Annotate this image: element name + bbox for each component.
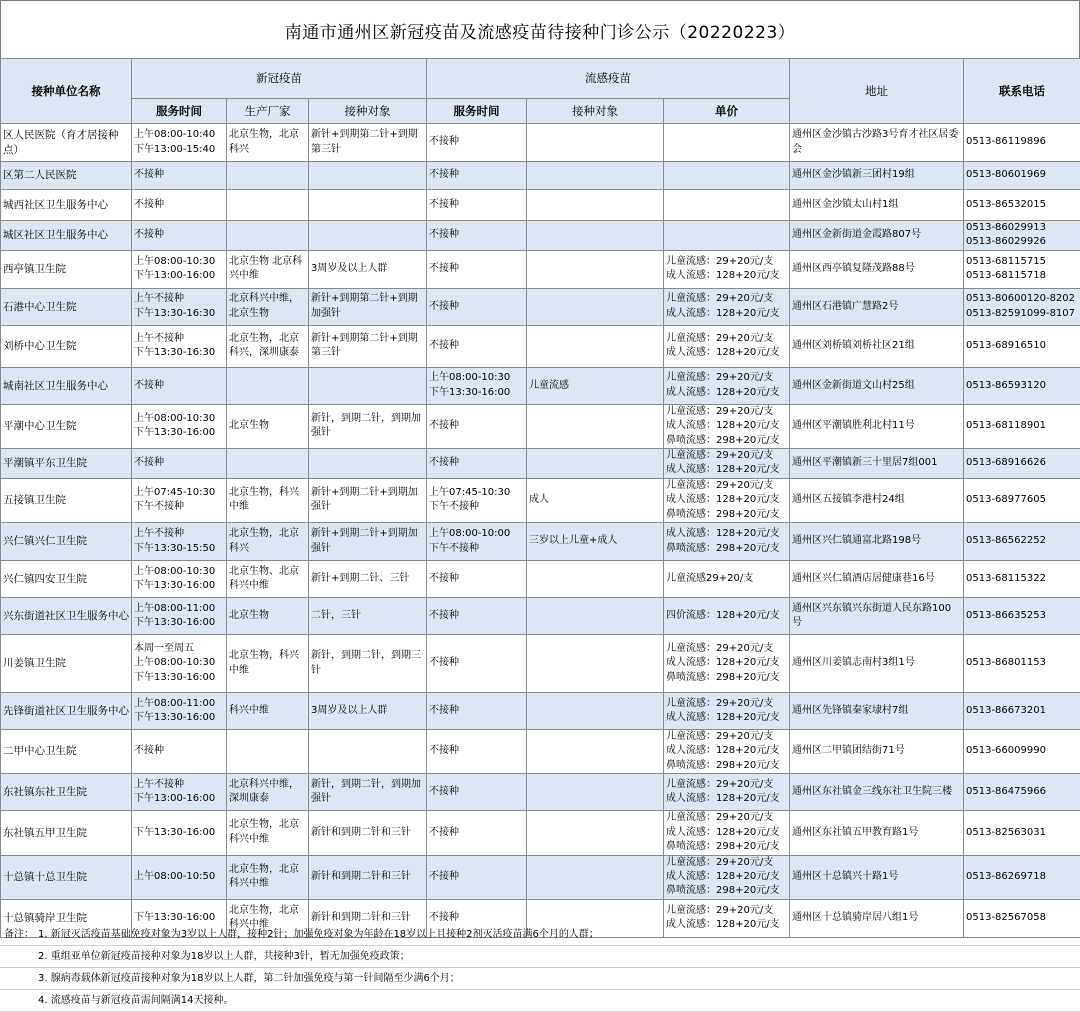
col-group-flu: 流感疫苗: [427, 59, 790, 99]
table-row: [1, 367, 1080, 404]
cell-flu-target: 成人: [527, 478, 664, 522]
cell-address: 通州区兴东镇兴东街道人民东路100号: [790, 598, 964, 635]
cell-covid-target: 新针，到期二针，到期加强针: [309, 404, 427, 448]
cell-phone: 0513-86475966: [964, 774, 1080, 811]
cell-phone: 0513-86562252: [964, 523, 1080, 561]
col-covid-maker: 生产厂家: [227, 99, 309, 124]
table-row: [1, 124, 1080, 162]
cell-unit-name: 西亭镇卫生院: [1, 250, 132, 288]
cell-covid-maker: [227, 449, 309, 479]
cell-covid-target: 3周岁及以上人群: [309, 250, 427, 288]
cell-covid-target: [309, 190, 427, 221]
col-flu-target: 接种对象: [527, 99, 664, 124]
cell-covid-maker: 科兴中维: [227, 693, 309, 730]
cell-phone: 0513-86801153: [964, 635, 1080, 693]
cell-unit-name: 兴仁镇四安卫生院: [1, 561, 132, 598]
cell-flu-time: 不接种: [427, 288, 527, 325]
cell-covid-maker: [227, 190, 309, 221]
col-flu-time: 服务时间: [427, 99, 527, 124]
note-line: [0, 924, 1080, 946]
cell-covid-maker: 北京生物，科兴中维: [227, 635, 309, 693]
cell-address: 通州区东社镇五甲教育路1号: [790, 811, 964, 855]
cell-covid-maker: 北京生物: [227, 598, 309, 635]
cell-flu-time: 上午08:00-10:30 下午13:30-16:00: [427, 367, 527, 404]
cell-phone: 0513-86673201: [964, 693, 1080, 730]
cell-covid-time: 不接种: [132, 367, 227, 404]
table-row: [1, 162, 1080, 190]
table-row: [1, 325, 1080, 367]
cell-address: 通州区平潮镇新三十里居7组001: [790, 449, 964, 479]
cell-unit-name: 区第二人民医院: [1, 162, 132, 190]
cell-flu-target: 儿童流感: [527, 367, 664, 404]
cell-phone: 0513-68916510: [964, 325, 1080, 367]
table-row: [1, 811, 1080, 855]
cell-flu-time: 不接种: [427, 774, 527, 811]
cell-flu-target: [527, 598, 664, 635]
cell-flu-price: 儿童流感：29+20元/支 成人流感：128+20元/支 鼻喷流感：298+20元/支: [664, 730, 790, 774]
clinic-table: [0, 58, 1080, 938]
cell-address: 通州区金新街道文山村25组: [790, 367, 964, 404]
notice-title: 南通市通州区新冠疫苗及流感疫苗待接种门诊公示（20220223）: [0, 0, 1080, 59]
cell-covid-time: 上午不接种 下午13:30-16:30: [132, 288, 227, 325]
cell-flu-target: [527, 325, 664, 367]
cell-flu-price: 儿童流感29+20/支: [664, 561, 790, 598]
cell-covid-time: 不接种: [132, 449, 227, 479]
cell-covid-time: 上午07:45-10:30 下午不接种: [132, 478, 227, 522]
cell-flu-time: 不接种: [427, 899, 527, 937]
col-unit-name: 接种单位名称: [1, 59, 132, 124]
cell-flu-price: 儿童流感：29+20元/支 成人流感：128+20元/支 鼻喷流感：298+20元/支: [664, 478, 790, 522]
cell-covid-maker: 北京生物: [227, 404, 309, 448]
note-line: [0, 990, 1080, 1012]
notes-prefix: 备注：: [4, 924, 38, 945]
cell-covid-maker: 北京生物，北京科兴: [227, 124, 309, 162]
cell-flu-target: [527, 449, 664, 479]
cell-flu-price: [664, 190, 790, 221]
col-covid-target: 接种对象: [309, 99, 427, 124]
cell-unit-name: 十总镇十总卫生院: [1, 855, 132, 899]
cell-flu-target: [527, 635, 664, 693]
cell-flu-time: 不接种: [427, 598, 527, 635]
note-text: 1. 新冠灭活疫苗基础免疫对象为3岁以上人群，接种2针；加强免疫对象为年龄在18岁以上且接种2剂灭活疫苗满6个月的人群；: [38, 929, 599, 940]
cell-unit-name: 城南社区卫生服务中心: [1, 367, 132, 404]
cell-covid-target: [309, 367, 427, 404]
cell-unit-name: 石港中心卫生院: [1, 288, 132, 325]
table-row: [1, 250, 1080, 288]
col-address: 地址: [790, 59, 964, 124]
cell-flu-target: [527, 190, 664, 221]
cell-covid-maker: 北京生物，北京科兴中维: [227, 899, 309, 937]
cell-address: 通州区兴仁镇酒店居健康巷16号: [790, 561, 964, 598]
cell-address: 通州区二甲镇团结街71号: [790, 730, 964, 774]
cell-flu-target: [527, 730, 664, 774]
cell-address: 通州区川姜镇志南村3组1号: [790, 635, 964, 693]
table-row: [1, 288, 1080, 325]
cell-unit-name: 兴东街道社区卫生服务中心: [1, 598, 132, 635]
cell-flu-target: [527, 561, 664, 598]
cell-phone: 0513-68977605: [964, 478, 1080, 522]
cell-unit-name: 兴仁镇兴仁卫生院: [1, 523, 132, 561]
note-line: [0, 968, 1080, 990]
cell-flu-price: 儿童流感：29+20元/支 成人流感：128+20元/支: [664, 325, 790, 367]
cell-flu-target: 三岁以上儿童+成人: [527, 523, 664, 561]
cell-phone: 0513-86029913 0513-86029926: [964, 221, 1080, 251]
cell-phone: 0513-82563031: [964, 811, 1080, 855]
cell-covid-target: 新针，到期二针，到期三针: [309, 635, 427, 693]
cell-unit-name: 川姜镇卫生院: [1, 635, 132, 693]
cell-covid-maker: 北京生物、北京科兴中维: [227, 561, 309, 598]
table-row: [1, 478, 1080, 522]
cell-unit-name: 平潮中心卫生院: [1, 404, 132, 448]
cell-flu-time: 不接种: [427, 404, 527, 448]
cell-flu-price: 成人流感：128+20元/支 鼻喷流感：298+20元/支: [664, 523, 790, 561]
cell-covid-time: 上午不接种 下午13:30-16:30: [132, 325, 227, 367]
cell-unit-name: 五接镇卫生院: [1, 478, 132, 522]
cell-covid-target: 新针+到期第二针+到期第三针: [309, 124, 427, 162]
cell-covid-target: 新针和到期二针和三针: [309, 899, 427, 937]
cell-flu-time: 不接种: [427, 855, 527, 899]
cell-covid-target: 新针+到期二针、三针: [309, 561, 427, 598]
cell-covid-target: 新针+到期二针+到期加强针: [309, 478, 427, 522]
table-row: [1, 635, 1080, 693]
cell-address: 通州区兴仁镇通富北路198号: [790, 523, 964, 561]
cell-flu-time: 不接种: [427, 162, 527, 190]
cell-flu-time: 不接种: [427, 635, 527, 693]
cell-covid-maker: 北京生物，北京科兴: [227, 523, 309, 561]
cell-flu-time: 不接种: [427, 325, 527, 367]
cell-flu-price: [664, 221, 790, 251]
cell-covid-time: 上午08:00-10:50: [132, 855, 227, 899]
cell-covid-time: 不接种: [132, 190, 227, 221]
cell-flu-target: [527, 221, 664, 251]
cell-flu-price: 儿童流感：29+20元/支 成人流感：128+20元/支: [664, 288, 790, 325]
cell-covid-time: 上午08:00-10:30 下午13:00-16:00: [132, 250, 227, 288]
cell-flu-price: [664, 124, 790, 162]
col-flu-price: 单价: [664, 99, 790, 124]
cell-unit-name: 平潮镇平东卫生院: [1, 449, 132, 479]
cell-address: 通州区金沙镇新三团村19组: [790, 162, 964, 190]
cell-phone: 0513-86269718: [964, 855, 1080, 899]
table-row: [1, 221, 1080, 251]
cell-flu-time: 不接种: [427, 811, 527, 855]
col-phone: 联系电话: [964, 59, 1080, 124]
cell-covid-time: 上午08:00-11:00 下午13:30-16:00: [132, 693, 227, 730]
cell-phone: 0513-86119896: [964, 124, 1080, 162]
cell-phone: 0513-80600120-8202 0513-82591099-8107: [964, 288, 1080, 325]
cell-address: 通州区五接镇李港村24组: [790, 478, 964, 522]
cell-unit-name: 城区社区卫生服务中心: [1, 221, 132, 251]
cell-covid-time: 不接种: [132, 221, 227, 251]
cell-phone: 0513-86635253: [964, 598, 1080, 635]
cell-unit-name: 十总镇骑岸卫生院: [1, 899, 132, 937]
cell-flu-price: 儿童流感：29+20元/支 成人流感：128+20元/支 鼻喷流感：298+20元/支: [664, 811, 790, 855]
cell-covid-maker: [227, 367, 309, 404]
cell-flu-target: [527, 162, 664, 190]
cell-covid-target: 3周岁及以上人群: [309, 693, 427, 730]
cell-covid-maker: 北京生物 北京科兴中维: [227, 250, 309, 288]
cell-flu-target: [527, 288, 664, 325]
cell-phone: 0513-68115715 0513-68115718: [964, 250, 1080, 288]
cell-covid-target: [309, 162, 427, 190]
cell-covid-target: 新针+到期第二针+到期加强针: [309, 288, 427, 325]
cell-phone: 0513-68916626: [964, 449, 1080, 479]
cell-covid-target: [309, 221, 427, 251]
table-row: [1, 598, 1080, 635]
cell-address: 通州区刘桥镇刘桥社区21组: [790, 325, 964, 367]
cell-covid-maker: [227, 730, 309, 774]
cell-flu-price: 儿童流感：29+20元/支 成人流感：128+20元/支: [664, 899, 790, 937]
cell-flu-price: 儿童流感：29+20元/支 成人流感：128+20元/支: [664, 367, 790, 404]
cell-flu-price: [664, 162, 790, 190]
note-text: 4. 流感疫苗与新冠疫苗需间隔满14天接种。: [38, 995, 233, 1006]
col-group-covid: 新冠疫苗: [132, 59, 427, 99]
cell-covid-target: 新针+到期第二针+到期第三针: [309, 325, 427, 367]
cell-unit-name: 区人民医院（育才居接种点）: [1, 124, 132, 162]
table-row: [1, 561, 1080, 598]
cell-flu-target: [527, 693, 664, 730]
cell-flu-time: 不接种: [427, 221, 527, 251]
cell-covid-time: 下午13:30-16:00: [132, 811, 227, 855]
cell-flu-time: 不接种: [427, 561, 527, 598]
cell-covid-time: 不接种: [132, 730, 227, 774]
cell-address: 通州区金沙镇古沙路3号育才社区居委会: [790, 124, 964, 162]
cell-covid-time: 上午不接种 下午13:00-16:00: [132, 774, 227, 811]
note-text: 2. 重组亚单位新冠疫苗接种对象为18岁以上人群，共接种3针，暂无加强免疫政策；: [38, 951, 410, 962]
cell-flu-target: [527, 124, 664, 162]
cell-covid-maker: 北京科兴中维，深圳康泰: [227, 774, 309, 811]
cell-covid-maker: [227, 162, 309, 190]
cell-unit-name: 东社镇五甲卫生院: [1, 811, 132, 855]
notes: [0, 924, 1080, 1010]
cell-covid-maker: 北京生物，北京科兴中维: [227, 811, 309, 855]
cell-flu-target: [527, 855, 664, 899]
cell-covid-target: [309, 449, 427, 479]
cell-covid-target: 二针，三针: [309, 598, 427, 635]
cell-flu-price: 四价流感：128+20元/支: [664, 598, 790, 635]
table-row: [1, 449, 1080, 479]
table-row: [1, 190, 1080, 221]
cell-covid-time: 上午08:00-11:00 下午13:30-16:00: [132, 598, 227, 635]
cell-address: 通州区平潮镇胜利北村11号: [790, 404, 964, 448]
cell-flu-price: 儿童流感：29+20元/支 成人流感：128+20元/支: [664, 693, 790, 730]
table-row: [1, 730, 1080, 774]
cell-covid-target: 新针+到期二针+到期加强针: [309, 523, 427, 561]
cell-address: 通州区石港镇广慧路2号: [790, 288, 964, 325]
note-line: [0, 946, 1080, 968]
cell-flu-price: 儿童流感：29+20元/支 成人流感：128+20元/支: [664, 250, 790, 288]
cell-unit-name: 二甲中心卫生院: [1, 730, 132, 774]
note-text: 3. 腺病毒载体新冠疫苗接种对象为18岁以上人群，第二针加强免疫与第一针间隔至少满6个月；: [38, 973, 460, 984]
table-row: [1, 774, 1080, 811]
col-covid-time: 服务时间: [132, 99, 227, 124]
cell-covid-maker: 北京生物，北京科兴，深圳康泰: [227, 325, 309, 367]
cell-covid-target: [309, 730, 427, 774]
cell-phone: 0513-66009990: [964, 730, 1080, 774]
cell-flu-time: 不接种: [427, 449, 527, 479]
cell-covid-maker: [227, 221, 309, 251]
cell-flu-target: [527, 811, 664, 855]
cell-covid-target: 新针和到期二针和三针: [309, 855, 427, 899]
cell-phone: 0513-86532015: [964, 190, 1080, 221]
cell-flu-time: 上午07:45-10:30 下午不接种: [427, 478, 527, 522]
table-row: [1, 693, 1080, 730]
cell-flu-time: 不接种: [427, 693, 527, 730]
cell-flu-target: [527, 404, 664, 448]
cell-flu-time: 不接种: [427, 190, 527, 221]
table-row: [1, 523, 1080, 561]
cell-flu-time: 不接种: [427, 730, 527, 774]
cell-covid-time: 上午08:00-10:40 下午13:00-15:40: [132, 124, 227, 162]
cell-covid-target: 新针，到期二针，到期加强针: [309, 774, 427, 811]
cell-covid-time: 不接种: [132, 162, 227, 190]
cell-unit-name: 城西社区卫生服务中心: [1, 190, 132, 221]
cell-covid-maker: 北京生物，科兴中维: [227, 478, 309, 522]
cell-phone: 0513-86593120: [964, 367, 1080, 404]
cell-unit-name: 先锋街道社区卫生服务中心: [1, 693, 132, 730]
cell-address: 通州区先锋镇秦家埭村7组: [790, 693, 964, 730]
cell-unit-name: 东社镇东社卫生院: [1, 774, 132, 811]
cell-covid-time: 本周一至周五 上午08:00-10:30 下午13:30-16:00: [132, 635, 227, 693]
cell-covid-maker: 北京科兴中维，北京生物: [227, 288, 309, 325]
cell-phone: 0513-68115322: [964, 561, 1080, 598]
cell-flu-price: 儿童流感：29+20元/支 成人流感：128+20元/支 鼻喷流感：298+20元/支: [664, 855, 790, 899]
cell-flu-time: 不接种: [427, 250, 527, 288]
cell-address: 通州区金沙镇太山村1组: [790, 190, 964, 221]
cell-flu-time: 上午08:00-10:00 下午不接种: [427, 523, 527, 561]
cell-covid-time: 下午13:30-16:00: [132, 899, 227, 937]
cell-covid-maker: 北京生物，北京科兴中维: [227, 855, 309, 899]
cell-flu-target: [527, 774, 664, 811]
cell-unit-name: 刘桥中心卫生院: [1, 325, 132, 367]
table-row: [1, 855, 1080, 899]
cell-flu-target: [527, 250, 664, 288]
cell-flu-time: 不接种: [427, 124, 527, 162]
cell-address: 通州区东社镇金三线东社卫生院三楼: [790, 774, 964, 811]
cell-phone: 0513-82567058: [964, 899, 1080, 937]
cell-address: 通州区金新街道金霞路807号: [790, 221, 964, 251]
cell-phone: 0513-80601969: [964, 162, 1080, 190]
cell-flu-price: 儿童流感：29+20元/支 成人流感：128+20元/支 鼻喷流感：298+20元/支: [664, 404, 790, 448]
cell-flu-price: 儿童流感：29+20元/支 成人流感：128+20元/支: [664, 774, 790, 811]
cell-flu-price: 儿童流感：29+20元/支 成人流感：128+20元/支: [664, 449, 790, 479]
cell-phone: 0513-68118901: [964, 404, 1080, 448]
table-row: [1, 404, 1080, 448]
cell-flu-price: 儿童流感：29+20元/支 成人流感：128+20元/支 鼻喷流感：298+20元/支: [664, 635, 790, 693]
cell-covid-time: 上午08:00-10:30 下午13:30-16:00: [132, 561, 227, 598]
cell-address: 通州区十总镇兴十路1号: [790, 855, 964, 899]
cell-covid-target: 新针和到期二针和三针: [309, 811, 427, 855]
cell-covid-time: 上午不接种 下午13:30-15:50: [132, 523, 227, 561]
cell-address: 通州区十总镇骑岸居八组1号: [790, 899, 964, 937]
cell-address: 通州区西亭镇复隆茂路88号: [790, 250, 964, 288]
cell-covid-time: 上午08:00-10:30 下午13:30-16:00: [132, 404, 227, 448]
